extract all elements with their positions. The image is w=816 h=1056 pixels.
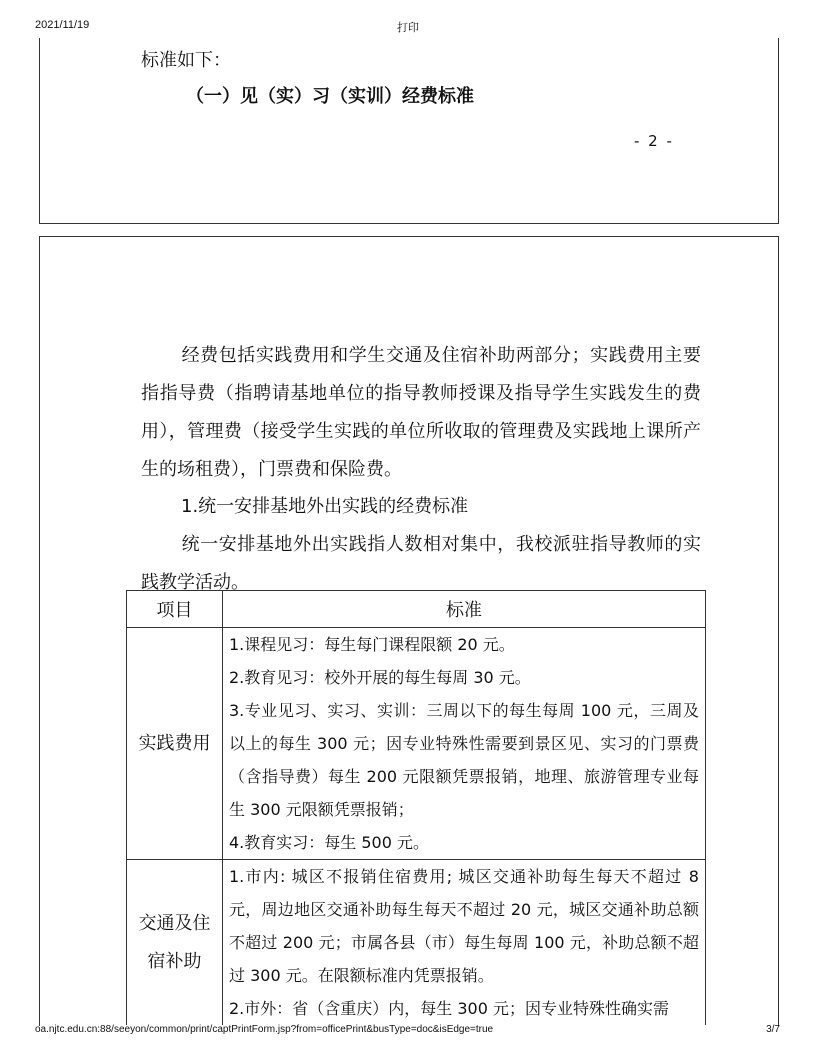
standard-line: 1.市内: 城区不报销住宿费用; 城区交通补助每生每天不超过 8 元，周边地区交通补助每生每天不超过 20 元，城区交通补助总额不超过 200 元；市属各县（市）每生每周 100 元，补助总额不超过 300 元。在限额标准内凭票报销。: [229, 867, 699, 985]
previous-page-frame: [39, 38, 779, 224]
standards-intro: 标准如下：: [141, 50, 231, 71]
print-title: 打印: [397, 21, 419, 34]
standard-line: 4.教育实习：每生 500 元。: [229, 833, 429, 852]
table-row-content: [223, 860, 706, 1026]
table-row-category: 交通及住宿补助: [127, 860, 223, 1026]
standard-line: 1.课程见习：每生每门课程限额 20 元。: [229, 635, 515, 654]
table-header-standard: 标准: [223, 591, 706, 628]
body-paragraph: [141, 337, 701, 489]
subsection-heading-text: 1.统一安排基地外出实践的经费标准: [181, 496, 469, 517]
page-counter: 3/7: [766, 1024, 780, 1035]
page-number: - 2 -: [634, 132, 674, 150]
body-paragraph-text: 统一安排基地外出实践指人数相对集中，我校派驻指导教师的实践教学活动。: [141, 534, 701, 593]
standard-line: 3.专业见习、实习、实训：三周以下的每生每周 100 元，三周及以上的每生 300 元；因专业特殊性需要到景区见、实习的门票费（含指导费）每生 200 元限额凭票报销，地理、旅游管理专业每生 300 元限额凭票报销；: [229, 701, 699, 819]
table-row: [127, 628, 706, 860]
table-header-item: 项目: [127, 591, 223, 628]
table-row: [127, 860, 706, 1026]
page-url: oa.njtc.edu.cn:88/seeyon/common/print/captPrintForm.jsp?from=officePrint&busType=doc&isEdge=true: [35, 1024, 494, 1035]
document-page-frame: [39, 236, 779, 1026]
table-row-category: 实践费用: [127, 628, 223, 860]
standard-line: 2.市外：省（含重庆）内，每生 300 元；因专业特殊性确实需: [229, 999, 669, 1018]
subsection-heading: [141, 488, 701, 526]
standard-line: 2.教育见习：校外开展的每生每周 30 元。: [229, 668, 531, 687]
body-paragraph-text: 经费包括实践费用和学生交通及住宿补助两部分；实践费用主要指指导费（指聘请基地单位的指导教师授课及指导学生实践发生的费用），管理费（接受学生实践的单位所收取的管理费及实践地上课所产生的场租费），门票费和保险费。: [141, 345, 701, 480]
table-row-content: [223, 628, 706, 860]
section-heading: （一）见（实）习（实训）经费标准: [186, 86, 474, 107]
print-date: 2021/11/19: [35, 19, 90, 31]
table-header-row: [127, 591, 706, 628]
expense-standards-table: [126, 590, 706, 1025]
